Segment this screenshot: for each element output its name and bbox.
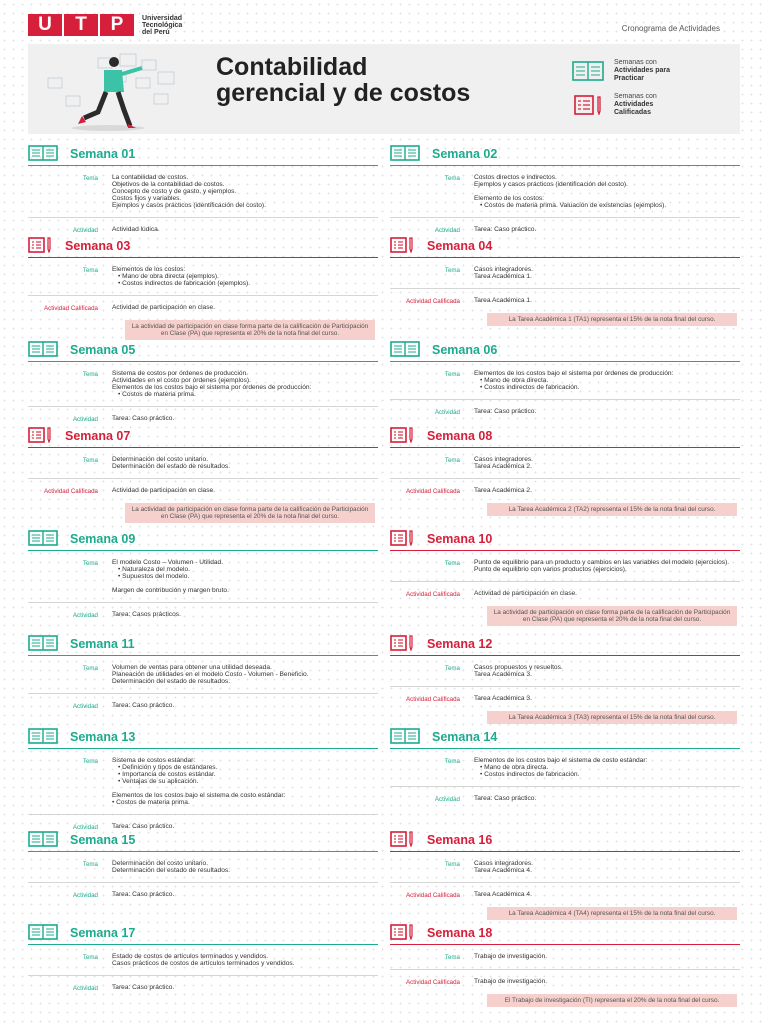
week-title: Semana 03 <box>65 239 131 253</box>
tema-bullets <box>118 391 372 398</box>
grading-note: La actividad de participación en clase forma parte de la calificación de Participación en Clase (PA) que representa el 20% de la nota final del curso. <box>125 503 375 523</box>
tema-line: Elementos de los costos bajo el sistema de costo estándar: <box>474 757 648 764</box>
actividad-row <box>390 289 740 305</box>
week-header <box>28 727 378 749</box>
tema-row <box>390 166 740 209</box>
week-title: Semana 09 <box>70 532 136 546</box>
tema-label: Tema <box>444 758 460 765</box>
tema-label: Tema <box>82 371 98 378</box>
tema-row <box>28 656 378 685</box>
book-icon <box>28 831 58 847</box>
tema-row <box>390 656 740 678</box>
tema-label: Tema <box>444 175 460 182</box>
week-title: Semana 13 <box>70 730 136 744</box>
tema-label: Tema <box>82 457 98 464</box>
week-block <box>390 923 740 1007</box>
tema-line <box>112 580 372 587</box>
week-header <box>28 634 378 656</box>
tema-content <box>474 559 740 573</box>
tema-row <box>28 166 378 209</box>
tema-content <box>112 456 378 470</box>
tema-line: • Costos de materia prima. <box>112 799 190 806</box>
tema-row <box>28 448 378 470</box>
tema-bullets <box>480 764 734 778</box>
tema-bullets <box>118 273 372 287</box>
tema-line: Elementos de los costos bajo el sistema por órdenes de producción: <box>112 384 312 391</box>
tema-row <box>390 362 740 391</box>
graded-checklist-icon <box>390 924 416 940</box>
actividad-content: Actividad de participación en clase. <box>112 487 215 494</box>
logo-text-line: del Perú <box>142 28 170 36</box>
tema-line: Ejemplos y casos prácticos (identificación del costo). <box>474 181 628 188</box>
tema-bullets <box>118 566 372 580</box>
tema-line: Costos directos e indirectos. <box>474 174 557 181</box>
grading-note: La Tarea Académica 1 (TA1) representa el 15% de la nota final del curso. <box>487 313 737 326</box>
actividad-content: Tarea Académica 2. <box>474 487 532 494</box>
tema-line: Elementos de los costos bajo el sistema por órdenes de producción: <box>474 370 674 377</box>
tema-line: Concepto de costo y de gasto, y ejemplos. <box>112 188 237 195</box>
tema-bullet: • Naturaleza del modelo. <box>118 566 372 573</box>
tema-content <box>474 174 740 209</box>
tema-line <box>112 785 372 792</box>
week-title: Semana 11 <box>70 637 135 651</box>
tema-content <box>474 456 740 470</box>
book-icon <box>28 145 58 161</box>
legend-line: Semanas con <box>614 59 657 66</box>
course-title: Contabilidad gerencial y de costos <box>216 53 471 107</box>
week-block <box>390 634 740 724</box>
actividad-row <box>28 407 378 423</box>
tema-content <box>474 664 740 678</box>
tema-label: Tema <box>444 954 460 961</box>
tema-row <box>390 551 740 573</box>
tema-content <box>112 174 378 209</box>
tema-line: Elementos de los costos: <box>112 266 186 273</box>
tema-line: Tarea Académica 1. <box>474 273 532 280</box>
grading-note: La Tarea Académica 4 (TA4) representa el 15% de la nota final del curso. <box>487 907 737 920</box>
legend-graded <box>572 88 742 122</box>
tema-line: Margen de contribución y margen bruto. <box>112 587 229 594</box>
actividad-content: Tarea Académica 4. <box>474 891 532 898</box>
actividad-content: Trabajo de investigación. <box>474 978 548 985</box>
tema-content <box>474 757 740 778</box>
actividad-row <box>28 883 378 899</box>
tema-label: Tema <box>82 861 98 868</box>
book-icon <box>28 728 58 744</box>
tema-content <box>112 370 378 398</box>
tema-row <box>28 749 378 806</box>
tema-content <box>112 860 378 874</box>
tema-row <box>28 852 378 874</box>
logo-text-line: Tecnológica <box>142 21 183 29</box>
tema-content <box>112 953 378 967</box>
tema-bullet: • Mano de obra directa. <box>480 377 734 384</box>
actividad-label: Actividad <box>434 227 460 234</box>
week-block <box>390 727 740 803</box>
actividad-content: Actividad lúdica. <box>112 226 160 233</box>
tema-row <box>390 749 740 778</box>
actividad-label: Actividad <box>72 227 98 234</box>
tema-content <box>112 266 378 287</box>
tema-label: Tema <box>444 371 460 378</box>
tema-line: Elementos de los costos bajo el sistema de costo estándar: <box>112 792 286 799</box>
week-block <box>390 529 740 626</box>
actividad-content: Tarea: Caso práctico. <box>474 226 537 233</box>
tema-row <box>390 852 740 874</box>
week-header <box>28 144 378 166</box>
actividad-label: Actividad Calificada <box>406 488 460 495</box>
book-icon <box>28 924 58 940</box>
tema-content <box>474 370 740 391</box>
graded-checklist-icon <box>572 95 604 115</box>
actividad-row <box>390 400 740 416</box>
week-block <box>28 236 378 340</box>
tema-content <box>474 266 740 280</box>
actividad-label: Actividad Calificada <box>406 979 460 986</box>
book-icon <box>28 341 58 357</box>
week-block <box>28 426 378 523</box>
tema-line: Trabajo de investigación. <box>474 953 548 960</box>
tema-line: Estado de costos de artículos terminados y vendidos. <box>112 953 269 960</box>
tema-line: Casos prácticos de costos de artículos terminados y vendidos. <box>112 960 295 967</box>
week-block <box>28 923 378 992</box>
actividad-row <box>28 218 378 234</box>
person-with-screens-illustration <box>38 48 198 132</box>
week-title: Semana 07 <box>65 429 131 443</box>
week-header <box>390 529 740 551</box>
tema-bullet: • Importancia de costos estándar. <box>118 771 372 778</box>
logo-letter: T <box>64 14 98 36</box>
week-header <box>390 144 740 166</box>
top-bar <box>28 12 740 44</box>
tema-content <box>112 664 378 685</box>
tema-bullets <box>480 377 734 391</box>
week-block <box>28 830 378 899</box>
book-icon <box>390 728 420 744</box>
legend-line: Semanas con <box>614 93 657 100</box>
grading-note: El Trabajo de investigación (TI) representa el 20% de la nota final del curso. <box>487 994 737 1007</box>
actividad-row <box>390 970 740 986</box>
tema-bullet: • Supuestos del modelo. <box>118 573 372 580</box>
tema-line: Determinación del costo unitario. <box>112 860 209 867</box>
tema-line: Actividades en el costo por órdenes (ejemplos). <box>112 377 251 384</box>
tema-row <box>28 551 378 594</box>
tema-bullet: • Ventajas de su aplicación. <box>118 778 372 785</box>
week-title: Semana 02 <box>432 147 498 161</box>
tema-line <box>474 188 734 195</box>
graded-checklist-icon <box>390 831 416 847</box>
grading-note: La actividad de participación en clase forma parte de la calificación de Participación en Clase (PA) que representa el 20% de la nota final del curso. <box>487 606 737 626</box>
utp-logo <box>28 14 182 36</box>
week-header <box>390 340 740 362</box>
tema-row <box>390 945 740 961</box>
logo-university-name <box>142 15 182 36</box>
week-title: Semana 12 <box>427 637 493 651</box>
actividad-content: Tarea Académica 1. <box>474 297 532 304</box>
tema-label: Tema <box>444 457 460 464</box>
week-header <box>390 727 740 749</box>
actividad-label: Actividad <box>434 796 460 803</box>
week-block <box>28 727 378 831</box>
legend-graded-text <box>614 93 657 117</box>
week-header <box>390 634 740 656</box>
tema-bullet: • Costos de materia prima. Valuación de existencias (ejemplos). <box>480 202 734 209</box>
week-header <box>390 830 740 852</box>
tema-content <box>112 559 378 594</box>
week-title: Semana 01 <box>70 147 136 161</box>
actividad-label: Actividad Calificada <box>406 696 460 703</box>
tema-line: Tarea Académica 3. <box>474 671 532 678</box>
actividad-label: Actividad <box>72 612 98 619</box>
graded-checklist-icon <box>390 427 416 443</box>
week-header <box>390 236 740 258</box>
week-block <box>390 830 740 920</box>
tema-bullet: • Mano de obra directa. <box>480 764 734 771</box>
hero-banner <box>28 44 740 134</box>
week-block <box>28 340 378 423</box>
tema-label: Tema <box>82 665 98 672</box>
week-header <box>28 236 378 258</box>
week-block <box>390 426 740 516</box>
actividad-label: Actividad <box>72 985 98 992</box>
tema-line: Volumen de ventas para obtener una utilidad deseada. <box>112 664 272 671</box>
week-title: Semana 16 <box>427 833 493 847</box>
tema-line: Punto de equilibrio para un producto y cambios en las variables del modelo (ejercicios). <box>474 559 730 566</box>
tema-line: El modelo Costo – Volumen - Utilidad. <box>112 559 224 566</box>
tema-bullets <box>480 202 734 209</box>
actividad-label: Actividad <box>434 409 460 416</box>
week-title: Semana 08 <box>427 429 493 443</box>
legend-line: Calificadas <box>614 109 651 116</box>
week-block <box>28 529 378 619</box>
week-title: Semana 18 <box>427 926 493 940</box>
tema-bullet: • Costos de materia prima. <box>118 391 372 398</box>
week-header <box>28 426 378 448</box>
actividad-content: Tarea: Caso práctico. <box>112 984 175 991</box>
week-header <box>28 830 378 852</box>
grading-note: La Tarea Académica 3 (TA3) representa el 15% de la nota final del curso. <box>487 711 737 724</box>
tema-line: Ejemplos y casos prácticos (identificación del costo). <box>112 202 266 209</box>
actividad-row <box>28 694 378 710</box>
week-block <box>28 144 378 234</box>
tema-line: Determinación del estado de resultados. <box>112 463 231 470</box>
tema-label: Tema <box>444 861 460 868</box>
tema-line: Determinación del estado de resultados. <box>112 867 231 874</box>
grading-note: La actividad de participación en clase forma parte de la calificación de Participación en Clase (PA) que representa el 20% de la nota final del curso. <box>125 320 375 340</box>
legend-line: Actividades para <box>614 67 671 74</box>
legend-practice <box>572 54 742 88</box>
book-icon <box>390 145 420 161</box>
legend-line: Practicar <box>614 75 644 82</box>
actividad-row <box>390 787 740 803</box>
week-header <box>28 923 378 945</box>
tema-label: Tema <box>82 954 98 961</box>
actividad-row <box>28 815 378 831</box>
tema-bullets <box>118 764 372 785</box>
week-header <box>390 923 740 945</box>
tema-label: Tema <box>444 560 460 567</box>
actividad-label: Actividad Calificada <box>406 892 460 899</box>
week-title: Semana 15 <box>70 833 136 847</box>
actividad-row <box>28 479 378 495</box>
actividad-label: Actividad Calificada <box>44 305 98 312</box>
tema-line: Casos integradores. <box>474 266 534 273</box>
tema-line: Punto de equilibrio con varios productos (ejercicios). <box>474 566 627 573</box>
actividad-row <box>28 603 378 619</box>
actividad-row <box>28 976 378 992</box>
logo-letter: U <box>28 14 62 36</box>
document-title: Cronograma de Actividades <box>621 24 720 33</box>
week-block <box>390 236 740 326</box>
graded-checklist-icon <box>28 237 54 253</box>
tema-label: Tema <box>82 560 98 567</box>
graded-checklist-icon <box>28 427 54 443</box>
tema-line: La contabilidad de costos. <box>112 174 189 181</box>
actividad-content: Tarea Académica 3. <box>474 695 532 702</box>
actividad-row <box>390 883 740 899</box>
actividad-content: Tarea: Caso práctico. <box>474 795 537 802</box>
tema-bullet: • Costos indirectos de fabricación. <box>480 384 734 391</box>
week-title: Semana 14 <box>432 730 498 744</box>
grading-note: La Tarea Académica 2 (TA2) representa el 15% de la nota final del curso. <box>487 503 737 516</box>
actividad-label: Actividad <box>72 703 98 710</box>
week-title: Semana 05 <box>70 343 136 357</box>
actividad-content: Tarea: Caso práctico. <box>112 823 175 830</box>
tema-bullet: • Definición y tipos de estándares. <box>118 764 372 771</box>
tema-content <box>112 757 378 806</box>
tema-row <box>28 945 378 967</box>
tema-line: Casos propuestos y resueltos. <box>474 664 563 671</box>
week-title: Semana 17 <box>70 926 136 940</box>
actividad-content: Actividad de participación en clase. <box>112 304 215 311</box>
week-title: Semana 06 <box>432 343 498 357</box>
tema-row <box>390 448 740 470</box>
legend-practice-text <box>614 59 670 83</box>
tema-line: Casos integradores. <box>474 860 534 867</box>
logo-text-line: Universidad <box>142 14 183 22</box>
graded-checklist-icon <box>390 530 416 546</box>
tema-label: Tema <box>82 267 98 274</box>
tema-line: Tarea Académica 4. <box>474 867 532 874</box>
tema-line: Planeación de utilidades en el modelo Costo - Volumen - Beneficio. <box>112 671 309 678</box>
actividad-label: Actividad Calificada <box>44 488 98 495</box>
week-block <box>390 340 740 416</box>
actividad-label: Actividad <box>72 892 98 899</box>
week-block <box>390 144 740 234</box>
book-icon <box>572 61 604 81</box>
tema-label: Tema <box>444 665 460 672</box>
tema-content <box>474 860 740 874</box>
tema-line: Casos integradores. <box>474 456 534 463</box>
tema-row <box>28 362 378 398</box>
tema-line: Tarea Académica 2. <box>474 463 532 470</box>
logo-letter: P <box>100 14 134 36</box>
tema-line: Sistema de costos por órdenes de producción. <box>112 370 248 377</box>
tema-content <box>474 953 740 961</box>
tema-label: Tema <box>444 267 460 274</box>
tema-line: Elemento de los costos: <box>474 195 545 202</box>
tema-label: Tema <box>82 175 98 182</box>
tema-line: Determinación del costo unitario. <box>112 456 209 463</box>
actividad-content: Tarea: Casos prácticos. <box>112 611 181 618</box>
actividad-content: Tarea: Caso práctico. <box>112 415 175 422</box>
tema-line: Costos fijos y variables. <box>112 195 182 202</box>
actividad-row <box>390 582 740 598</box>
actividad-row <box>390 218 740 234</box>
graded-checklist-icon <box>390 635 416 651</box>
actividad-content: Actividad de participación en clase. <box>474 590 577 597</box>
tema-line: Determinación del estado de resultados. <box>112 678 231 685</box>
week-title: Semana 04 <box>427 239 493 253</box>
actividad-label: Actividad <box>72 416 98 423</box>
tema-line: Objetivos de la contabilidad de costos. <box>112 181 225 188</box>
legend-line: Actividades <box>614 101 654 108</box>
tema-bullet: • Costos indirectos de fabricación. <box>480 771 734 778</box>
tema-bullet: • Mano de obra directa (ejemplos). <box>118 273 372 280</box>
week-header <box>28 529 378 551</box>
book-icon <box>28 530 58 546</box>
book-icon <box>28 635 58 651</box>
week-title: Semana 10 <box>427 532 493 546</box>
actividad-row <box>390 479 740 495</box>
week-header <box>28 340 378 362</box>
tema-line: Sistema de costos estándar: <box>112 757 196 764</box>
tema-row <box>390 258 740 280</box>
tema-label: Tema <box>82 758 98 765</box>
actividad-row <box>28 296 378 312</box>
actividad-row <box>390 687 740 703</box>
legend <box>572 54 742 122</box>
actividad-content: Tarea: Caso práctico. <box>474 408 537 415</box>
actividad-content: Tarea: Caso práctico. <box>112 702 175 709</box>
graded-checklist-icon <box>390 237 416 253</box>
actividad-label: Actividad Calificada <box>406 591 460 598</box>
actividad-label: Actividad <box>72 824 98 831</box>
week-header <box>390 426 740 448</box>
book-icon <box>390 341 420 357</box>
week-block <box>28 634 378 710</box>
tema-bullet: • Costos indirectos de fabricación (ejemplos). <box>118 280 372 287</box>
actividad-content: Tarea: Caso práctico. <box>112 891 175 898</box>
tema-row <box>28 258 378 287</box>
actividad-label: Actividad Calificada <box>406 298 460 305</box>
